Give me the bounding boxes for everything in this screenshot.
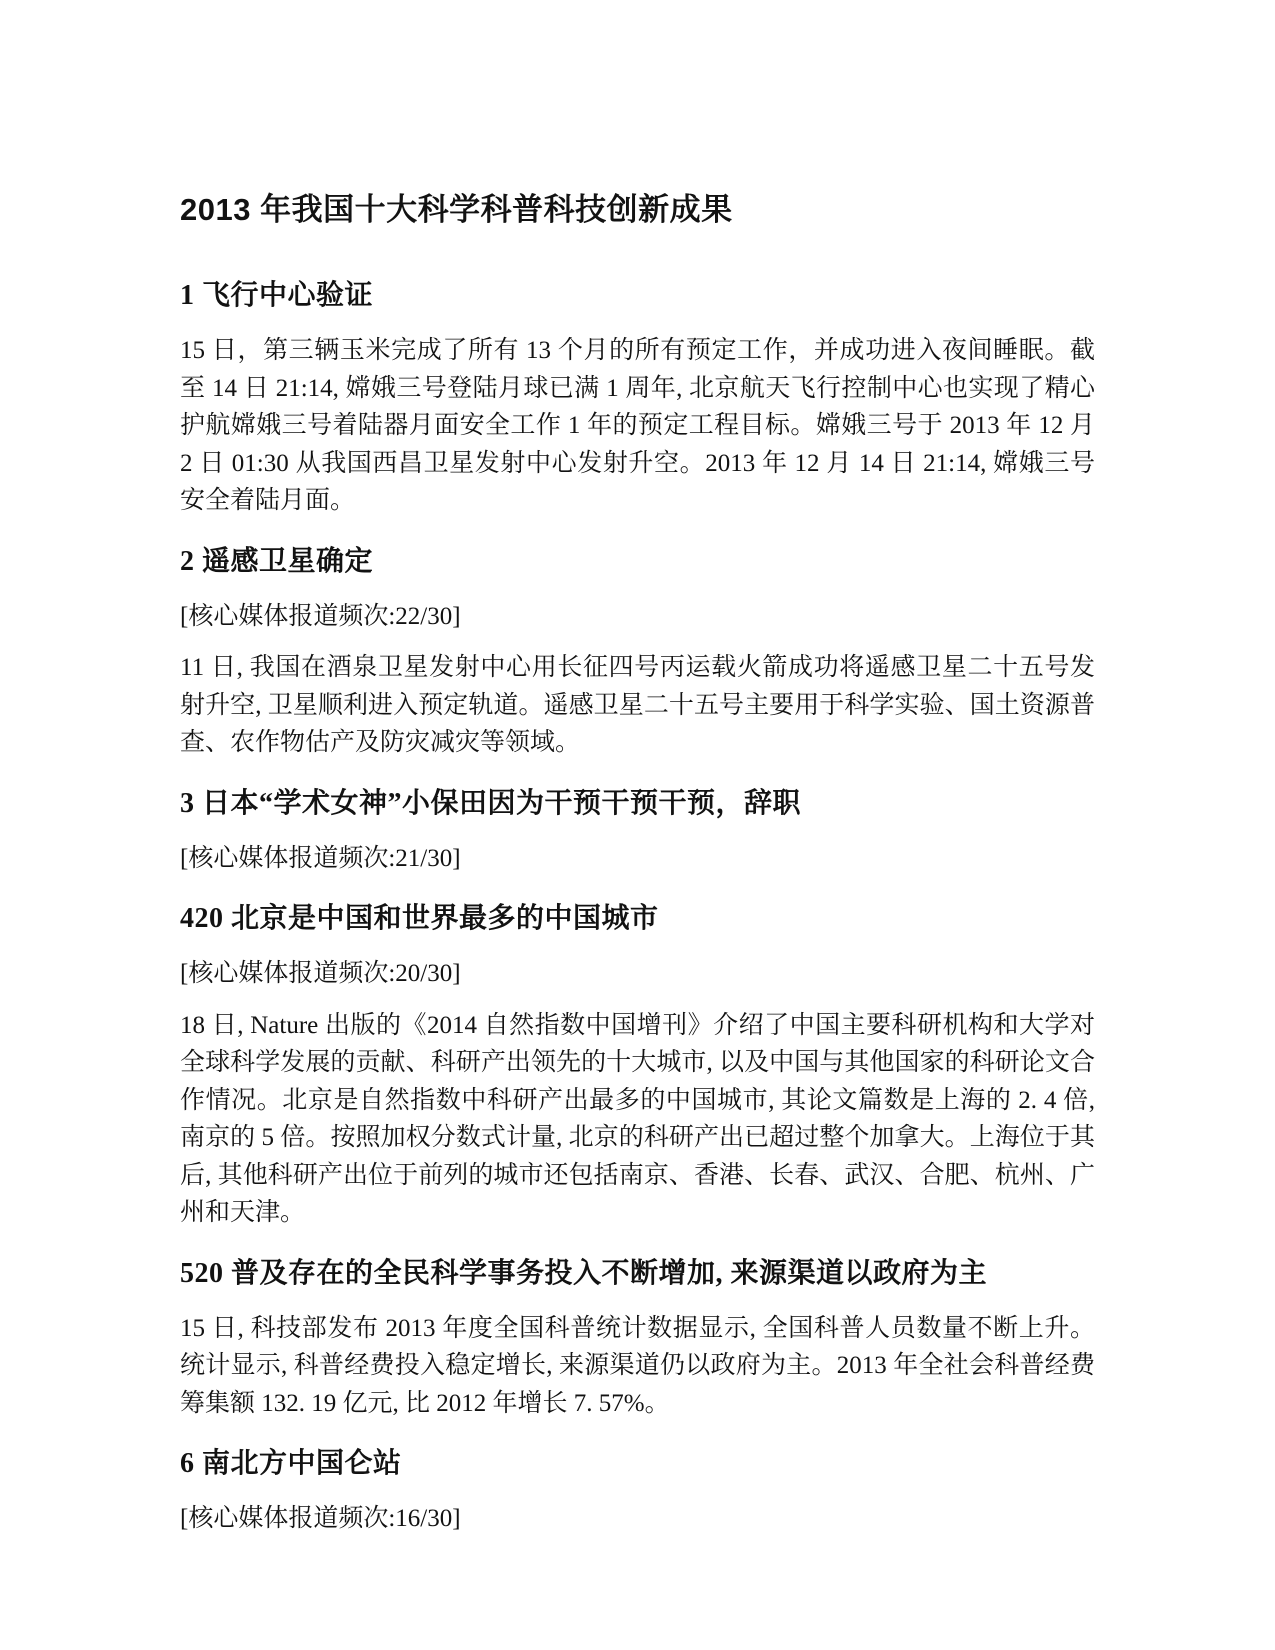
document-title: 2013 年我国十大科学科普科技创新成果 [180,192,733,227]
section-420-heading: 420 北京是中国和世界最多的中国城市 [180,903,659,934]
section-3-heading: 3 日本“学术女神”小保田因为干预干预干预，辞职 [180,787,802,819]
section-3 [180,788,1095,878]
section-2 [180,546,1095,762]
section-6-media-frequency: [核心媒体报道频次:16/30] [180,1505,461,1532]
section-2-heading: 2 遥感卫星确定 [180,545,374,577]
section-2-media-frequency: [核心媒体报道频次:22/30] [180,602,461,630]
section-1 [180,280,1095,520]
section-1-paragraph: 15 日，第三辆玉米完成了所有 13 个月的所有预定工作，并成功进入夜间睡眠。截至 14 日 21:14, 嫦娥三号登陆月球已满 1 周年, 北京航天飞行控制中心也实现了精心护航嫦娥三号着陆器月面安全工作 1 年的预定工程目标。嫦娥三号于 2013 年 12 月 2 日 01:30 从我国西昌卫星发射中心发射升空。2013 年 12 月 14 日 21:14, 嫦娥三号安全着陆月面。 [180,337,1095,514]
section-6-heading: 6 南北方中国仑站 [180,1448,402,1479]
section-2-paragraph: 11 日, 我国在酒泉卫星发射中心用长征四号丙运载火箭成功将遥感卫星二十五号发射升空, 卫星顺利进入预定轨道。遥感卫星二十五号主要用于科学实验、国土资源普查、农作物估产及防灾减灾等领域。 [180,654,1095,756]
section-420-media-frequency: [核心媒体报道频次:20/30] [180,960,461,987]
section-520-paragraph: 15 日, 科技部发布 2013 年度全国科普统计数据显示, 全国科普人员数量不断上升。统计显示, 科普经费投入稳定增长, 来源渠道仍以政府为主。2013 年全社会科普经费筹集额 132. 19 亿元, 比 2012 年增长 7. 57%。 [180,1314,1095,1417]
section-520 [180,1258,1095,1423]
section-420 [180,903,1095,1232]
section-3-media-frequency: [核心媒体报道频次:21/30] [180,844,461,872]
section-6 [180,1448,1095,1538]
section-1-heading: 1 飞行中心验证 [180,280,374,311]
section-520-heading: 520 普及存在的全民科学事务投入不断增加, 来源渠道以政府为主 [180,1257,988,1289]
section-420-paragraph: 18 日, Nature 出版的《2014 自然指数中国增刊》介绍了中国主要科研机构和大学对全球科学发展的贡献、科研产出领先的十大城市, 以及中国与其他国家的科研论文合作情况。北京是自然指数中科研产出最多的中国城市, 其论文篇数是上海的 2. 4 倍, 南京的 5 倍。按照加权分数式计量, 北京的科研产出已超过整个加拿大。上海位于其后, 其他科研产出位于前列的城市还包括南京、香港、长春、武汉、合肥、杭州、广州和天津。 [180,1011,1095,1226]
